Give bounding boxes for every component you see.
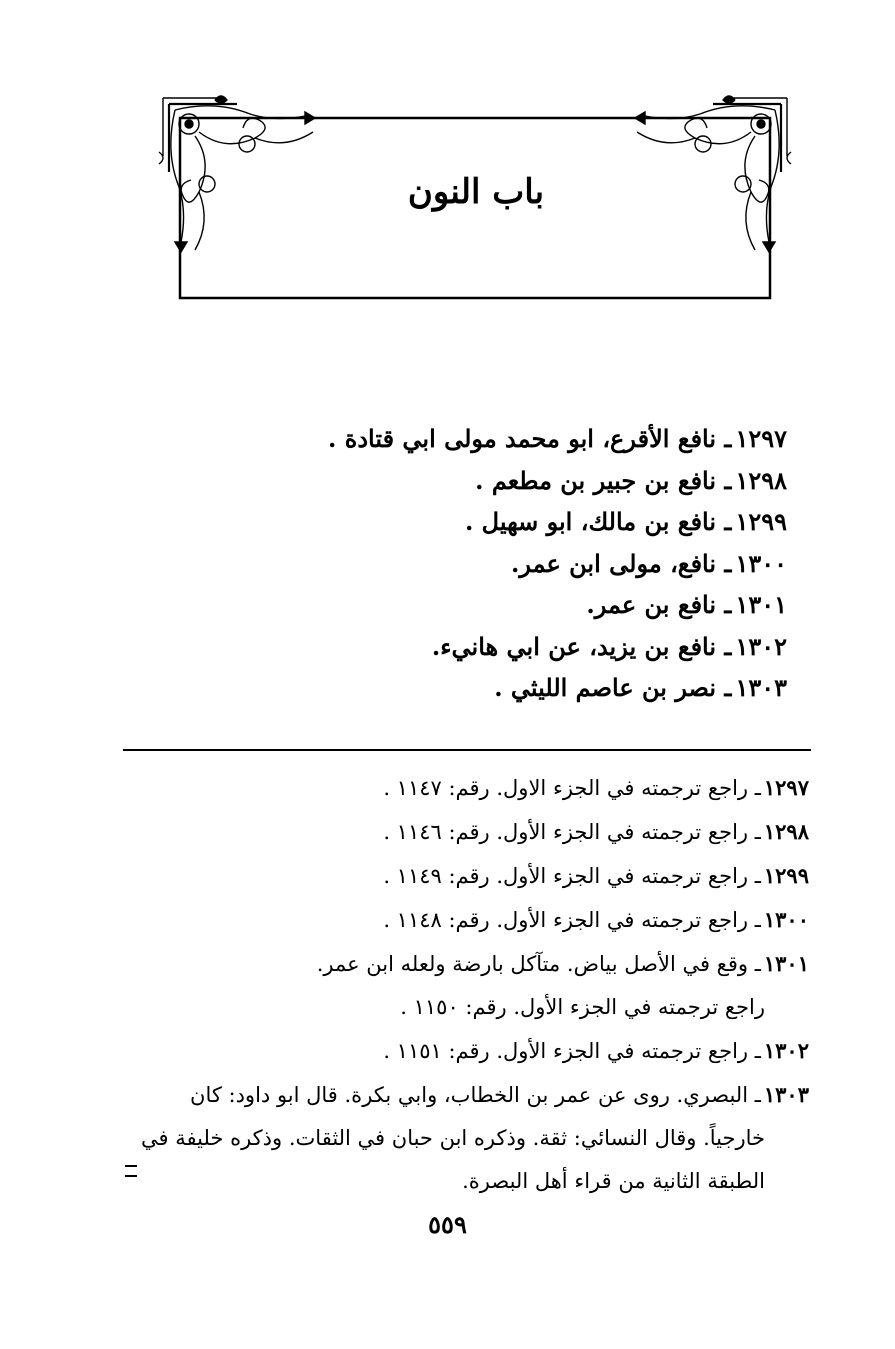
entry-text: ـ نافع بن عمر. — [586, 590, 732, 619]
entry-number: ١٣٠٣ — [735, 673, 787, 702]
list-item — [227, 667, 787, 709]
footnote — [108, 942, 809, 986]
entry-list — [227, 418, 787, 709]
footnote-number: ١٣٠٠ — [763, 907, 809, 932]
entry-text: ـ نافع الأقرع، ابو محمد مولى ابي قتادة . — [328, 424, 732, 453]
entry-number: ١٢٩٨ — [735, 465, 787, 495]
footnote — [108, 898, 809, 942]
entry-number: ١٣٠٠ — [735, 548, 787, 578]
footnote — [108, 766, 809, 810]
footnote-text: ـ البصري. روى عن عمر بن الخطاب، وابي بكرة. قال ابو داود: كان — [190, 1083, 761, 1107]
chapter-title: باب النون — [407, 172, 545, 212]
footnote-number: ١٣٠٣ — [763, 1082, 809, 1107]
list-item — [227, 501, 787, 543]
footnote — [108, 1073, 809, 1117]
footnote-number: ١٢٩٨ — [763, 819, 809, 844]
footnote — [108, 1029, 809, 1073]
list-item — [227, 418, 787, 460]
list-item — [227, 626, 787, 668]
footnote-text: ـ راجع ترجمته في الجزء الأول. رقم: ١١٤٩ . — [383, 864, 761, 888]
entry-text: ـ نافع، مولى ابن عمر. — [511, 548, 732, 578]
page-number: ٥٥٩ — [428, 1210, 467, 1239]
footnote-text: ـ وقع في الأصل بياض. متآكل بارضة ولعله ابن عمر. — [316, 952, 761, 976]
footnote — [108, 810, 809, 854]
footnote-divider — [123, 749, 811, 751]
footnote-continuation: خارجياً. وقال النسائي: ثقة. وذكره ابن حبان في الثقات. وذكره خليفة في — [141, 1126, 765, 1150]
end-mark — [125, 1165, 137, 1177]
entry-number: ١٣٠١ — [735, 590, 787, 619]
list-item — [227, 460, 787, 502]
footnote-list — [108, 766, 809, 1203]
list-item — [227, 584, 787, 626]
entry-text: ـ نافع بن يزيد، عن ابي هانيء. — [431, 631, 732, 661]
entry-text: ـ نافع بن جبير بن مطعم . — [475, 465, 732, 495]
entry-text: ـ نصر بن عاصم الليثي . — [494, 673, 732, 702]
footnote — [108, 854, 809, 898]
entry-number: ١٣٠٢ — [735, 631, 787, 661]
footnote-continuation: راجع ترجمته في الجزء الأول. رقم: ١١٥٠ . — [400, 995, 765, 1019]
list-item — [227, 543, 787, 585]
entry-number: ١٢٩٩ — [735, 507, 787, 536]
footnote-text: ـ راجع ترجمته في الجزء الأول. رقم: ١١٤٨ . — [383, 908, 761, 932]
footnote-text: ـ راجع ترجمته في الجزء الأول. رقم: ١١٥١ . — [383, 1039, 761, 1063]
footnote-number: ١٢٩٩ — [763, 863, 809, 888]
footnote-number: ١٢٩٧ — [763, 775, 809, 800]
entry-number: ١٢٩٧ — [735, 424, 787, 453]
footnote-text: ـ راجع ترجمته في الجزء الأول. رقم: ١١٤٦ . — [383, 820, 761, 844]
entry-text: ـ نافع بن مالك، ابو سهيل . — [464, 507, 732, 536]
footnote-continuation: الطبقة الثانية من قراء أهل البصرة. — [462, 1169, 765, 1193]
footnote-number: ١٣٠٢ — [763, 1038, 809, 1063]
footnote-text: ـ راجع ترجمته في الجزء الاول. رقم: ١١٤٧ . — [383, 776, 761, 800]
footnote-number: ١٣٠١ — [763, 951, 809, 976]
